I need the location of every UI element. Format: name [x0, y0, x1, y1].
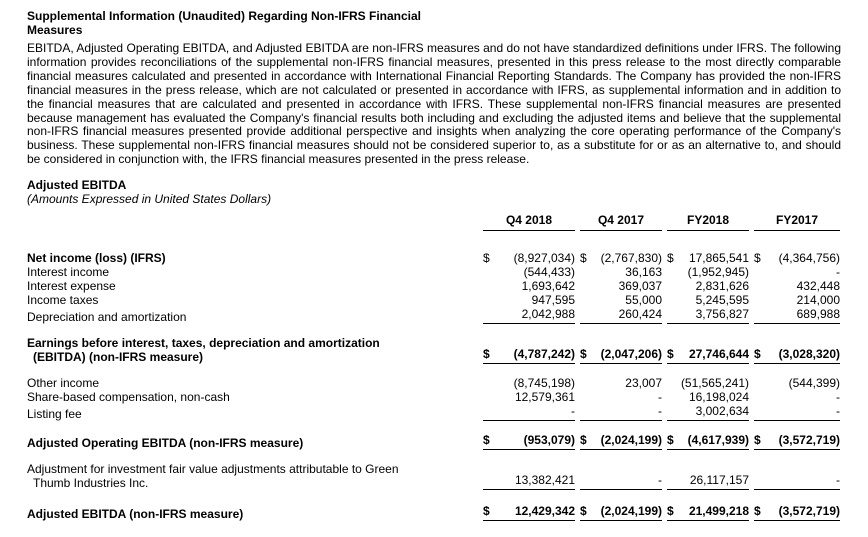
dollar-sign: $: [667, 504, 674, 519]
ebitda-table-body: [27, 251, 841, 521]
value-text: (3,572,719): [778, 433, 840, 448]
row-values: [479, 404, 840, 421]
row-label: Adjusted EBITDA (non-IFRS measure): [27, 507, 244, 522]
row-values: [479, 307, 840, 324]
value-text: (2,024,199): [600, 433, 662, 448]
value-cell: [483, 307, 575, 324]
value-cell: [667, 404, 749, 421]
value-cell: [580, 265, 662, 279]
adjusted-ebitda-table: [27, 213, 841, 521]
dollar-sign: $: [754, 504, 761, 519]
value-text: (2,024,199): [600, 504, 662, 519]
value-cell: [667, 504, 749, 521]
value-text: -: [658, 404, 662, 419]
value-text: (4,617,939): [687, 433, 749, 448]
dollar-sign: $: [483, 251, 490, 266]
value-text: 16,198,024: [688, 390, 749, 405]
table-row: [27, 462, 841, 490]
value-text: (3,028,320): [778, 347, 840, 362]
row-label: Income taxes: [27, 293, 99, 308]
value-text: -: [836, 265, 840, 280]
row-values: [479, 376, 840, 390]
value-cell: [580, 404, 662, 421]
table-row: [27, 307, 841, 324]
row-values: [479, 347, 840, 364]
table-row: [27, 336, 841, 364]
table-header-row: [27, 213, 841, 231]
value-cell: [754, 251, 840, 265]
value-text: 1,693,642: [521, 279, 575, 294]
dollar-sign: $: [667, 433, 674, 448]
value-cell: [667, 279, 749, 293]
dollar-sign: $: [754, 347, 761, 362]
dollar-sign: $: [580, 251, 587, 266]
value-text: (51,565,241): [680, 376, 749, 391]
row-values: [479, 504, 840, 521]
value-text: (2,047,206): [600, 347, 662, 362]
value-cell: [754, 433, 840, 450]
value-cell: [483, 390, 575, 404]
value-cell: [667, 347, 749, 364]
value-text: -: [658, 473, 662, 488]
value-text: (544,399): [788, 376, 840, 391]
dollar-sign: $: [483, 504, 490, 519]
value-text: (953,079): [523, 433, 575, 448]
value-text: 23,007: [625, 376, 662, 391]
value-cell: [483, 404, 575, 421]
row-label: Interest income: [27, 265, 110, 280]
value-cell: [580, 433, 662, 450]
value-cell: [580, 473, 662, 490]
table-row: [27, 293, 841, 307]
row-values: [479, 251, 840, 265]
value-cell: [754, 376, 840, 390]
value-cell: [754, 390, 840, 404]
value-cell: [483, 473, 575, 490]
value-cell: [580, 347, 662, 364]
value-cell: [483, 504, 575, 521]
value-cell: [483, 293, 575, 307]
table-row: [27, 279, 841, 293]
value-text: 369,037: [618, 279, 662, 294]
value-cell: [483, 376, 575, 390]
dollar-sign: $: [754, 433, 761, 448]
value-text: 3,756,827: [695, 307, 749, 322]
intro-paragraph: EBITDA, Adjusted Operating EBITDA, and Adjusted EBITDA are non-IFRS measures and do not have standardized definitions under IFRS. The following information provides reconciliations of the supplemental non-IFRS financial measures, presented in this press release to the most directly comparable financial measures calculated and presented in accordance with International Financial Reporting Standards. The Company has provided the non-IFRS financial measures in the press release, which are not calculated or presented in accordance with IFRS, as supplemental information and in addition to the financial measures that are calculated and presented in accordance with IFRS. These supplemental non-IFRS financial measures are presented because management has evaluated the Company's financial results both including and excluding the adjusted items and believe that the supplemental non-IFRS financial measures presented provide additional perspective and insights when analyzing the core operating performance of the Company's business. These supplemental non-IFRS financial measures should not be considered superior to, as a substitute for or as an alternative to, and should be considered in conjunction with, the IFRS financial measures presented in the press release.: [27, 41, 841, 167]
row-label: Adjusted Operating EBITDA (non-IFRS measure): [27, 436, 304, 451]
document-title-line1: Supplemental Information (Unaudited) Regarding Non-IFRS Financial: [27, 9, 422, 23]
dollar-sign: $: [667, 347, 674, 362]
value-text: (3,572,719): [778, 504, 840, 519]
table-row: [27, 404, 841, 421]
row-values: [479, 293, 840, 307]
value-cell: [580, 293, 662, 307]
dollar-sign: $: [483, 433, 490, 448]
value-cell: [580, 279, 662, 293]
value-text: (8,927,034): [513, 251, 575, 266]
value-cell: [483, 279, 575, 293]
value-text: 2,042,988: [521, 307, 575, 322]
value-cell: [580, 504, 662, 521]
value-cell: [754, 504, 840, 521]
value-text: 55,000: [625, 293, 662, 308]
dollar-sign: $: [580, 504, 587, 519]
column-header-fy2017: FY2017: [754, 213, 840, 231]
dollar-sign: $: [580, 433, 587, 448]
row-label: Earnings before interest, taxes, depreciation and amortization (EBITDA) (non-IFRS measure): [27, 336, 380, 365]
document-title-line2: Measures: [27, 23, 83, 37]
value-text: (1,952,945): [687, 265, 749, 280]
row-values: [479, 433, 840, 450]
value-text: 26,117,157: [689, 473, 749, 488]
value-text: 5,245,595: [695, 293, 749, 308]
value-text: (4,787,242): [513, 347, 575, 362]
value-cell: [754, 279, 840, 293]
value-text: 2,831,626: [695, 279, 749, 294]
column-header-fy2018: FY2018: [667, 213, 749, 231]
header-label-spacer: [27, 213, 479, 231]
value-cell: [754, 307, 840, 324]
row-label: Share-based compensation, non-cash: [27, 390, 230, 405]
value-cell: [667, 293, 749, 307]
value-cell: [580, 390, 662, 404]
value-text: -: [836, 473, 840, 488]
section-subtitle: (Amounts Expressed in United States Dollars): [27, 192, 272, 207]
column-header-q4-2017: Q4 2017: [580, 213, 662, 231]
value-cell: [667, 473, 749, 490]
value-cell: [667, 251, 749, 265]
row-label: Depreciation and amortization: [27, 310, 187, 325]
row-label: Net income (loss) (IFRS): [27, 251, 166, 266]
dollar-sign: $: [754, 251, 761, 266]
value-cell: [754, 265, 840, 279]
value-text: 12,579,361: [514, 390, 575, 405]
value-text: 12,429,342: [514, 504, 575, 519]
value-text: 947,595: [531, 293, 575, 308]
row-values: [479, 279, 840, 293]
value-text: (8,745,198): [513, 376, 575, 391]
table-row: [27, 504, 841, 521]
column-header-q4-2018: Q4 2018: [483, 213, 575, 231]
row-values: [479, 390, 840, 404]
value-cell: [580, 251, 662, 265]
value-cell: [667, 376, 749, 390]
document-title: [27, 9, 841, 37]
dollar-sign: $: [580, 347, 587, 362]
value-cell: [580, 376, 662, 390]
value-cell: [483, 347, 575, 364]
value-text: 214,000: [796, 293, 840, 308]
value-text: 17,865,541: [688, 251, 749, 266]
value-text: 689,988: [796, 307, 840, 322]
dollar-sign: $: [483, 347, 490, 362]
value-cell: [667, 265, 749, 279]
value-text: 21,499,218: [688, 504, 749, 519]
value-text: 13,382,421: [514, 473, 575, 488]
table-row: [27, 251, 841, 265]
value-text: 36,163: [625, 265, 662, 280]
value-cell: [483, 433, 575, 450]
value-text: (4,364,756): [778, 251, 840, 266]
row-label: Adjustment for investment fair value adjustments attributable to Green Thumb Industries Inc.: [27, 462, 399, 491]
table-row: [27, 376, 841, 390]
value-cell: [754, 473, 840, 490]
value-text: 260,424: [618, 307, 662, 322]
value-text: -: [836, 404, 840, 419]
value-text: (2,767,830): [600, 251, 662, 266]
value-text: 3,002,634: [695, 404, 749, 419]
dollar-sign: $: [667, 251, 674, 266]
row-values: [479, 473, 840, 490]
value-text: -: [836, 390, 840, 405]
table-row: [27, 265, 841, 279]
row-label: Other income: [27, 376, 100, 391]
value-text: 27,746,644: [688, 347, 749, 362]
value-cell: [754, 404, 840, 421]
value-cell: [754, 347, 840, 364]
value-cell: [667, 433, 749, 450]
value-cell: [483, 251, 575, 265]
row-label: Interest expense: [27, 279, 116, 294]
value-cell: [483, 265, 575, 279]
value-text: -: [571, 404, 575, 419]
value-cell: [667, 307, 749, 324]
value-text: -: [658, 390, 662, 405]
table-row: [27, 433, 841, 450]
row-values: [479, 265, 840, 279]
table-row: [27, 390, 841, 404]
value-cell: [754, 293, 840, 307]
value-cell: [667, 390, 749, 404]
row-label: Listing fee: [27, 407, 82, 422]
section-title: Adjusted EBITDA: [27, 178, 127, 193]
value-cell: [580, 307, 662, 324]
value-text: 432,448: [796, 279, 840, 294]
value-text: (544,433): [523, 265, 575, 280]
